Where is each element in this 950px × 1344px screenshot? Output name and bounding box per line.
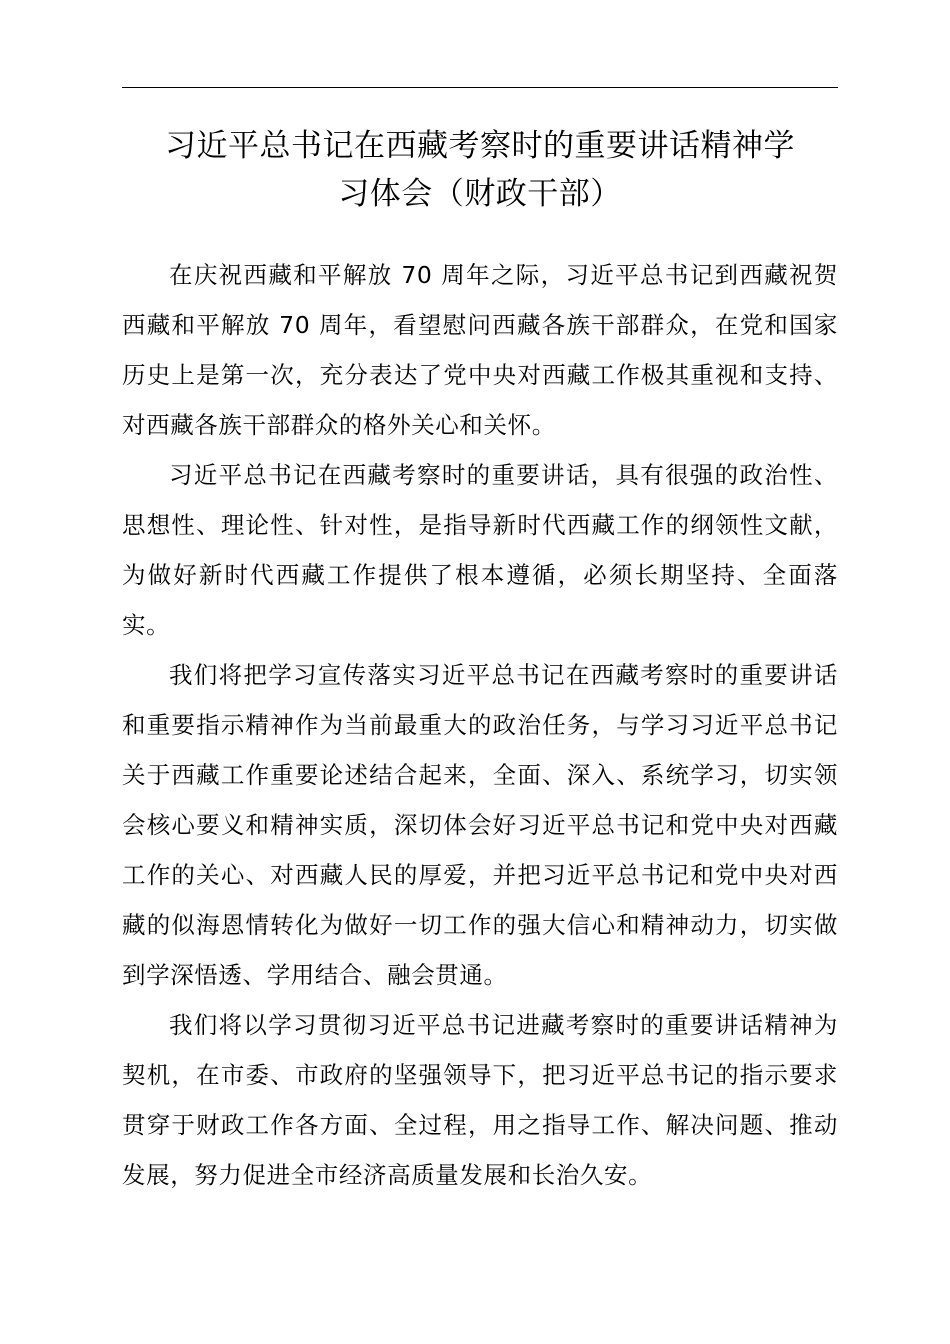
title-line-1: 习近平总书记在西藏考察时的重要讲话精神学 <box>165 128 795 164</box>
title-line-2: 习体会（财政干部） <box>338 176 622 212</box>
document-body <box>122 250 838 1200</box>
paragraph-3: 我们将把学习宣传落实习近平总书记在西藏考察时的重要讲话和重要指示精神作为当前最重大的政治任务，与学习习近平总书记关于西藏工作重要论述结合起来，全面、深入、系统学习，切实领会核心要义和精神实质，深切体会好习近平总书记和党中央对西藏工作的关心、对西藏人民的厚爱，并把习近平总书记和党中央对西藏的似海恩情转化为做好一切工作的强大信心和精神动力，切实做到学深悟透、学用结合、融会贯通。 <box>122 661 838 989</box>
document-title <box>110 122 850 218</box>
paragraph-4: 我们将以学习贯彻习近平总书记进藏考察时的重要讲话精神为契机，在市委、市政府的坚强领导下，把习近平总书记的指示要求贯穿于财政工作各方面、全过程，用之指导工作、解决问题、推动发展，努力促进全市经济高质量发展和长治久安。 <box>122 1011 838 1189</box>
paragraph-2: 习近平总书记在西藏考察时的重要讲话，具有很强的政治性、思想性、理论性、针对性，是指导新时代西藏工作的纲领性文献，为做好新时代西藏工作提供了根本遵循，必须长期坚持、全面落实。 <box>122 461 838 639</box>
paragraph-1: 在庆祝西藏和平解放 70 周年之际，习近平总书记到西藏祝贺西藏和平解放 70 周年，看望慰问西藏各族干部群众，在党和国家历史上是第一次，充分表达了党中央对西藏工作极其重视和支持、对西藏各族干部群众的格外关心和关怀。 <box>122 261 838 439</box>
header-rule <box>122 87 838 88</box>
